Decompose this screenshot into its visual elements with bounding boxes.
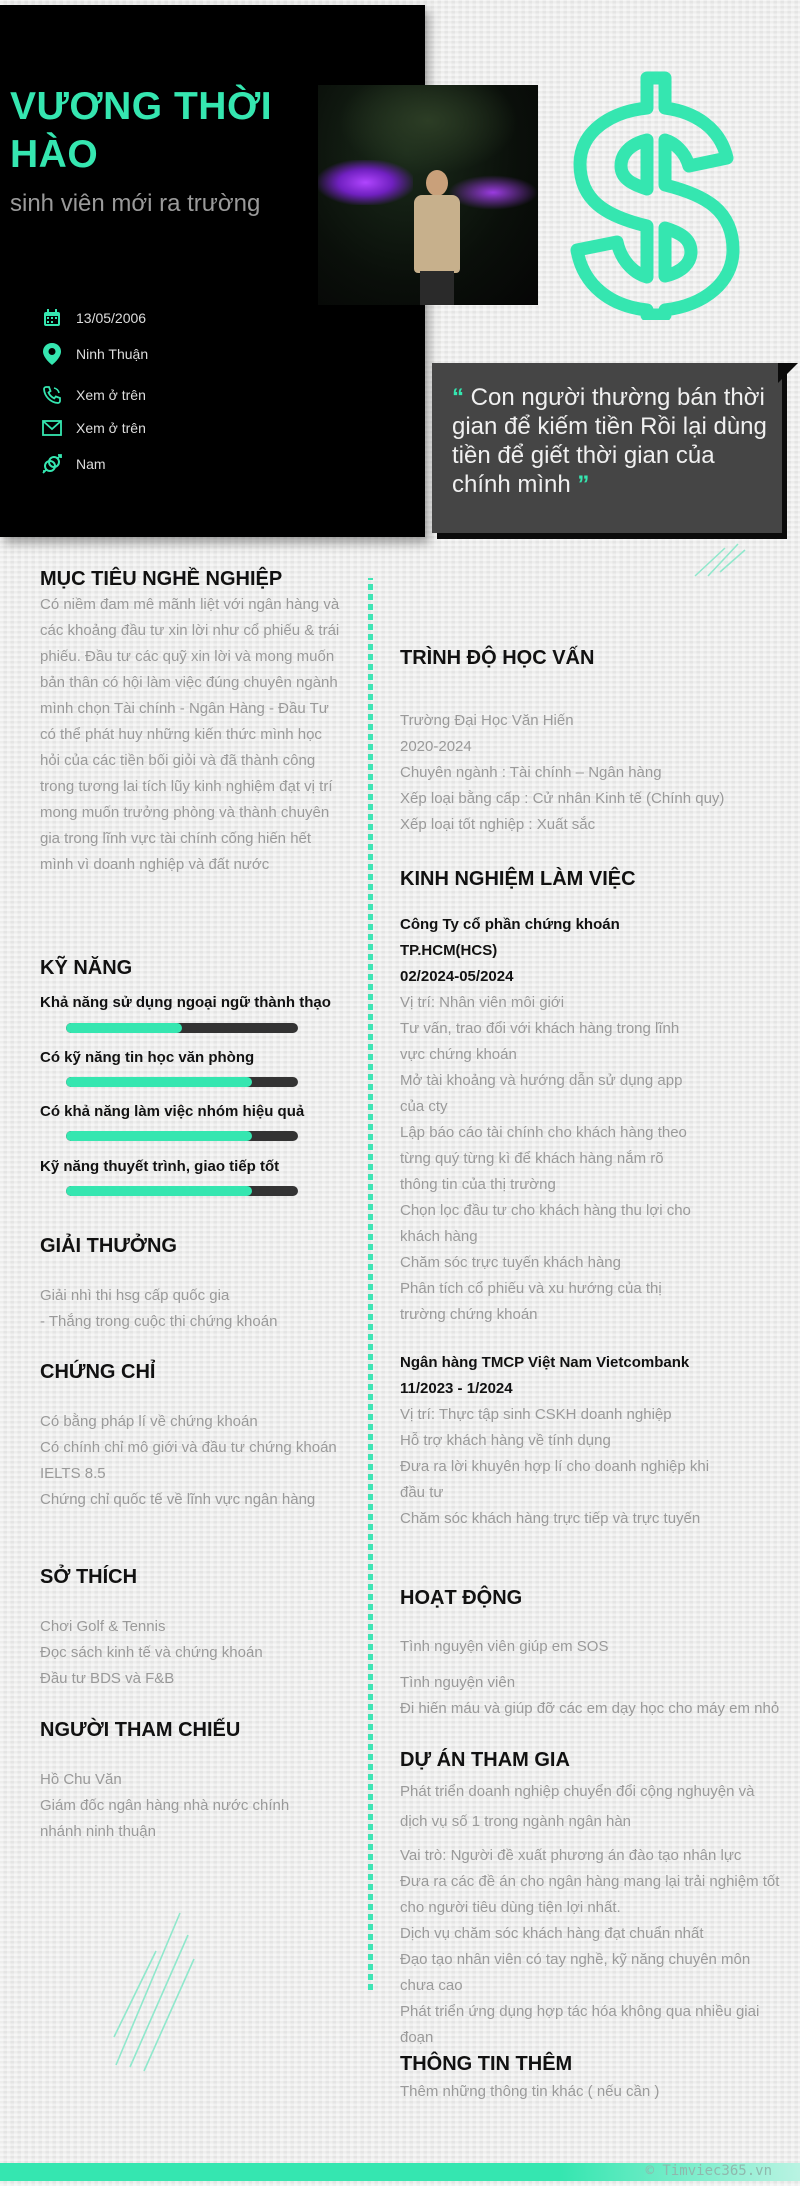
references-title: NGƯỜI THAM CHIẾU	[40, 1719, 241, 1741]
decorative-lines-icon	[690, 538, 750, 578]
list-item: Hỗ trợ khách hàng về tính dụng	[400, 1432, 611, 1449]
list-item: Vai trò: Người đề xuất phương án đào tạo nhân lực	[400, 1847, 742, 1864]
projects-title: DỰ ÁN THAM GIA	[400, 1749, 570, 1771]
job-period: 11/2023 - 1/2024	[400, 1380, 513, 1397]
contact-phone	[40, 383, 146, 407]
list-item: Có chính chỉ mô giới và đầu tư chứng khoán	[40, 1439, 337, 1456]
location-pin-icon	[40, 342, 64, 366]
contact-address	[40, 342, 148, 366]
references-list	[40, 1767, 320, 1845]
skill-label: Kỹ năng thuyết trình, giao tiếp tốt	[40, 1158, 280, 1175]
list-item: 2020-2024	[400, 738, 472, 755]
list-item: Tư vấn, trao đổi với khách hàng trong lĩnh vực chứng khoán	[400, 1020, 680, 1063]
quote	[452, 383, 772, 499]
candidate-name: VƯƠNG THỜI HÀO	[10, 85, 273, 176]
dollar-sign-icon	[555, 70, 755, 320]
skill-bar	[66, 1131, 298, 1141]
skill-label: Khả năng sử dụng ngoại ngữ thành thạo	[40, 994, 331, 1011]
objective-title: MỤC TIÊU NGHỀ NGHIỆP	[40, 568, 283, 590]
list-item: Trường Đại Học Văn Hiến	[400, 712, 574, 729]
contact-gender	[40, 452, 106, 476]
contact-phone-text: Xem ở trên	[76, 387, 146, 403]
extra-info-text: Thêm những thông tin khác ( nếu cần )	[400, 2083, 660, 2100]
skill-bar	[66, 1077, 298, 1087]
awards-title: GIẢI THƯỞNG	[40, 1235, 177, 1257]
project-intro: Phát triển doanh nghiệp chuyển đổi cộng nghuyện và dịch vụ số 1 trong ngành ngân hàn	[400, 1783, 755, 1830]
projects-list	[400, 1777, 780, 2051]
list-item: Chơi Golf & Tennis	[40, 1618, 166, 1635]
profile-photo	[318, 85, 538, 305]
hobbies-list	[40, 1614, 340, 1692]
contact-dob-text: 13/05/2006	[76, 310, 147, 326]
experience-title: KINH NGHIỆM LÀM VIỆC	[400, 868, 636, 890]
list-item: - Thắng trong cuộc thi chứng khoán	[40, 1313, 278, 1330]
list-item: Có bằng pháp lí về chứng khoán	[40, 1413, 258, 1430]
experience-job	[400, 1350, 730, 1532]
list-item: Hồ Chu Văn	[40, 1771, 122, 1788]
job-period: 02/2024-05/2024	[400, 968, 514, 985]
phone-icon	[40, 383, 64, 407]
extra-info-title: THÔNG TIN THÊM	[400, 2053, 573, 2075]
education-title: TRÌNH ĐỘ HỌC VẤN	[400, 647, 595, 669]
calendar-icon	[40, 306, 64, 330]
contact-dob	[40, 306, 146, 330]
awards-list	[40, 1283, 340, 1335]
list-item: Lập báo cáo tài chính cho khách hàng theo từng quý từng kì để khách hàng nắm rõ thông tin của thị trường	[400, 1124, 687, 1193]
list-item: Chọn lọc đầu tư cho khách hàng thu lợi cho khách hàng	[400, 1202, 691, 1245]
activities-list	[400, 1634, 780, 1722]
skill-label: Có kỹ năng tin học văn phòng	[40, 1049, 255, 1066]
mail-icon	[40, 416, 64, 440]
objective-text: Có niềm đam mê mãnh liệt với ngân hàng và các khoảng đầu tư xin lời như cổ phiếu & trái phiếu. Đầu tư các quỹ xin lời và mong muốn bản thân có hội làm việc đúng chuyên ngành mình chọn Tài chính - Ngân Hàng - Đầu Tư có thể phát huy những kiến thức mình học hỏi của các tiền bối giỏi và đã thành công trong tương lai tích lũy kinh nghiệm đạt vị trí mong muốn trưởng phòng và thành chuyên gia trong lĩnh vực tài chính cống hiến hết mình vì doanh nghiệp và đất nước	[40, 596, 340, 873]
list-item: Đầu tư BDS và F&B	[40, 1670, 175, 1687]
certificates-list	[40, 1409, 340, 1513]
certificates-title: CHỨNG CHỈ	[40, 1361, 156, 1383]
contact-email-text: Xem ở trên	[76, 420, 146, 436]
list-item: Chứng chỉ quốc tế về lĩnh vực ngân hàng	[40, 1491, 316, 1508]
list-item: Tình nguyện viên	[400, 1674, 516, 1691]
list-item: Chuyên ngành : Tài chính – Ngân hàng	[400, 764, 662, 781]
list-item: Chăm sóc khách hàng trực tiếp và trực tuyến	[400, 1510, 701, 1527]
contact-email	[40, 416, 146, 440]
list-item: Giám đốc ngân hàng nhà nước chính nhánh ninh thuận	[40, 1797, 290, 1840]
list-item: Vị trí: Nhân viên môi giới	[400, 994, 565, 1011]
list-item: Phân tích cổ phiếu và xu hướng của thị trường chứng khoán	[400, 1280, 662, 1323]
list-item: Mở tài khoảng và hướng dẫn sử dụng app của cty	[400, 1072, 683, 1115]
quote-text: Con người thường bán thời gian để kiếm tiền Rồi lại dùng tiền để giết thời gian của chính mình	[452, 384, 767, 498]
list-item: Chăm sóc trực tuyến khách hàng	[400, 1254, 621, 1271]
list-item: Tình nguyện viên giúp em SOS	[400, 1638, 609, 1655]
decorative-lines-icon	[108, 1905, 198, 2075]
gender-icon	[40, 452, 64, 476]
company-name: Công Ty cổ phần chứng khoán TP.HCM(HCS)	[400, 916, 620, 959]
column-divider	[368, 578, 373, 1990]
experience-job	[400, 912, 700, 1328]
quote-open-mark: “	[452, 384, 464, 411]
education-list	[400, 708, 780, 838]
skills-title: KỸ NĂNG	[40, 957, 133, 979]
hobbies-title: SỞ THÍCH	[40, 1566, 138, 1588]
skill-label: Có khả năng làm việc nhóm hiệu quả	[40, 1103, 305, 1120]
list-item: Xếp loại bằng cấp : Cử nhân Kinh tế (Chính quy)	[400, 790, 725, 807]
list-item: Đạo tạo nhân viên có tay nghề, kỹ năng chuyên môn chưa cao	[400, 1951, 751, 1994]
list-item: Đọc sách kinh tế và chứng khoán	[40, 1644, 263, 1661]
list-item: Giải nhì thi hsg cấp quốc gia	[40, 1287, 230, 1304]
contact-address-text: Ninh Thuận	[76, 346, 149, 362]
skill-bar	[66, 1186, 298, 1196]
company-name: Ngân hàng TMCP Việt Nam Vietcombank	[400, 1354, 690, 1371]
list-item: Dịch vụ chăm sóc khách hàng đạt chuẩn nhất	[400, 1925, 704, 1942]
list-item: Đưa ra các đề án cho ngân hàng mang lại trải nghiệm tốt cho người tiêu dùng tiện lợi nhất.	[400, 1873, 780, 1916]
list-item: Vị trí: Thực tập sinh CSKH doanh nghiệp	[400, 1406, 672, 1423]
activities-title: HOẠT ĐỘNG	[400, 1587, 523, 1609]
list-item: IELTS 8.5	[40, 1465, 106, 1482]
job-title: sinh viên mới ra trường	[10, 190, 261, 217]
list-item: Đưa ra lời khuyên hợp lí cho doanh nghiệp khi đầu tư	[400, 1458, 710, 1501]
skill-bar	[66, 1023, 298, 1033]
list-item: Đi hiến máu và giúp đỡ các em dạy học cho máy em nhỏ	[400, 1700, 780, 1717]
quote-close-mark: ”	[577, 471, 590, 498]
contact-gender-text: Nam	[76, 456, 106, 472]
list-item: Phát triển ứng dụng hợp tác hóa không qua nhiều giai đoạn	[400, 2003, 760, 2046]
watermark: © Timviec365.vn	[645, 2163, 772, 2179]
list-item: Xếp loại tốt nghiệp : Xuất sắc	[400, 816, 596, 833]
